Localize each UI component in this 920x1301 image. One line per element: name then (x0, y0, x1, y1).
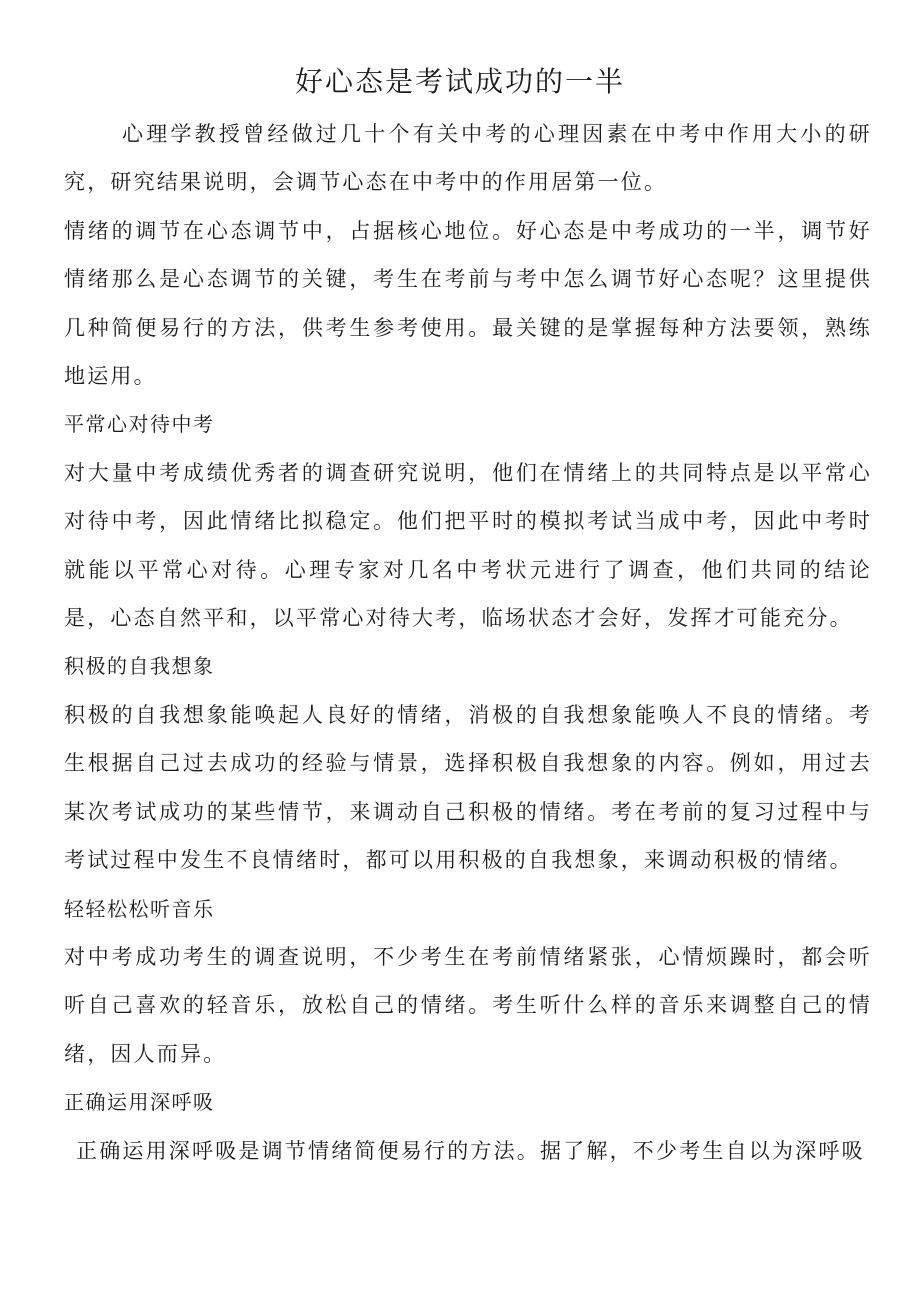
section-text-positive-imagination: 积极的自我想象能唤起人良好的情绪，消极的自我想象能唤人不良的情绪。考生根据自己过去成功的经验与情景，选择积极自我想象的内容。例如，用过去某次考试成功的某些情节，来调动自己积极的情绪。考在考前的复习过程中与考试过程中发生不良情绪时，都可以用积极的自我想象，来调动积极的情绪。 (64, 702, 872, 873)
section-text-music: 对中考成功考生的调查说明，不少考生在考前情绪紧张，心情烦躁时，都会听听自己喜欢的轻音乐，放松自己的情绪。考生听什么样的音乐来调整自己的情绪，因人而异。 (64, 944, 872, 1066)
section-heading-positive-imagination: 积极的自我想象 (64, 654, 215, 679)
paragraph-emotion-regulation: 情绪的调节在心态调节中，占据核心地位。好心态是中考成功的一半，调节好情绪那么是心态调节的关键，考生在考前与考中怎么调节好心态呢？这里提供几种简便易行的方法，供考生参考使用。最关键的是掌握每种方法要领，熟练地运用。 (64, 218, 872, 389)
document-body (64, 110, 872, 1175)
section-text-calm-mind: 对大量中考成绩优秀者的调查研究说明，他们在情绪上的共同特点是以平常心对待中考，因此情绪比拟稳定。他们把平时的模拟考试当成中考，因此中考时就能以平常心对待。心理专家对几名中考状元进行了调查，他们共同的结论是，心态自然平和，以平常心对待大考，临场状态才会好，发挥才可能充分。 (64, 460, 872, 631)
section-text-deep-breathing: 正确运用深呼吸是调节情绪简便易行的方法。据了解，不少考生自以为深呼吸 (76, 1138, 865, 1163)
intro-paragraph: 心理学教授曾经做过几十个有关中考的心理因素在中考中作用大小的研究，研究结果说明，会调节心态在中考中的作用居第一位。 (64, 122, 872, 195)
section-heading-calm-mind: 平常心对待中考 (64, 412, 215, 437)
document-title: 好心态是考试成功的一半 (294, 65, 625, 98)
section-heading-deep-breathing: 正确运用深呼吸 (64, 1090, 215, 1115)
section-heading-music: 轻轻松松听音乐 (64, 896, 215, 921)
